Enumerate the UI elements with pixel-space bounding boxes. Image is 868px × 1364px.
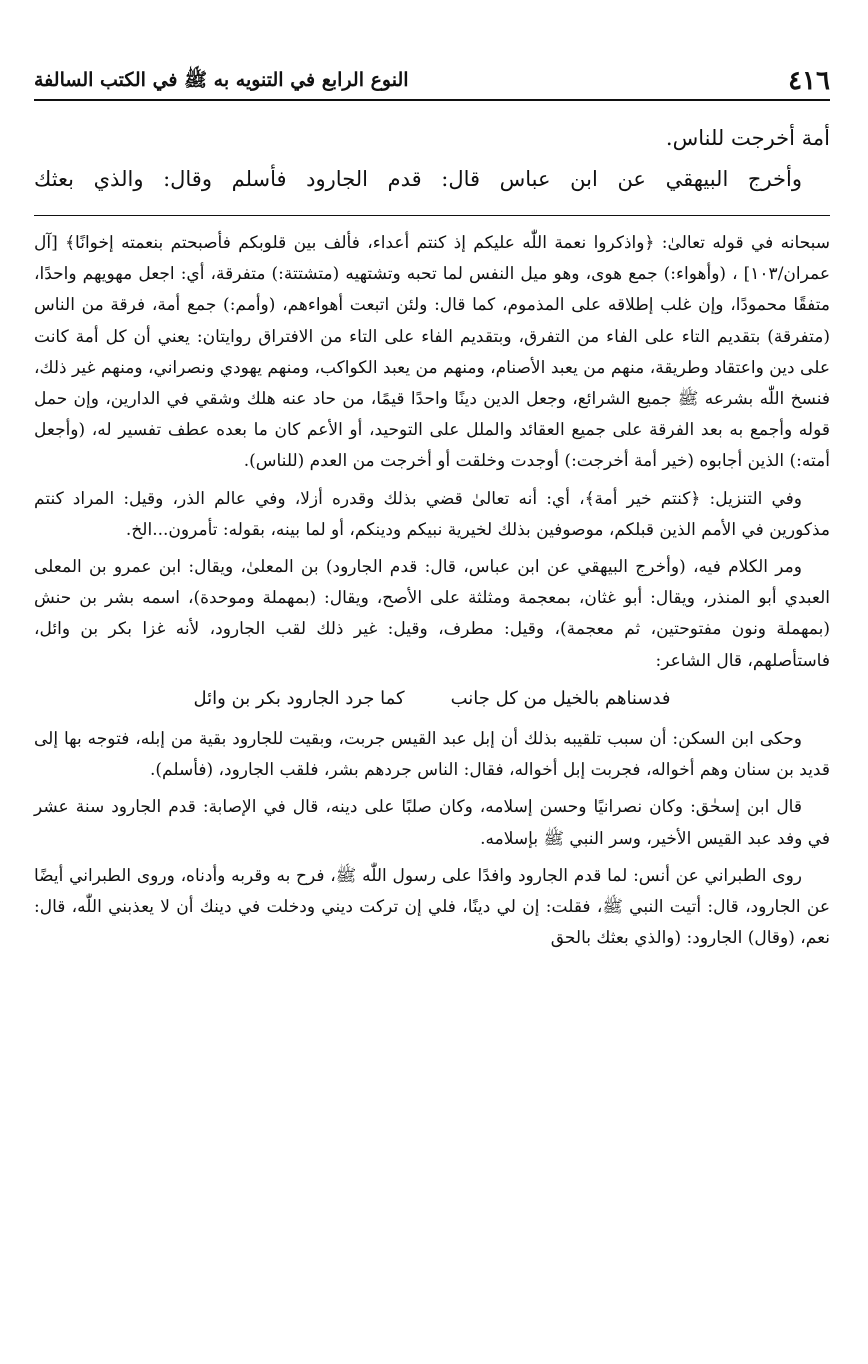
verse-hemistich-2: كما جرد الجارود بكر بن وائل bbox=[193, 687, 405, 709]
main-text-line-2: وأخرج البيهقي عن ابن عباس قال: قدم الجارود فأسلم وقال: والذي بعثك bbox=[34, 167, 802, 191]
commentary-paragraph-4: وحكى ابن السكن: أن سبب تلقيبه بذلك أن إبل عبد القيس جربت، وبقيت للجارود بقية من إبله، فتوجه بها إلى قديد بن سنان وهم أخواله، فجربت إبل أخواله، فقال: الناس جردهم بشر، فلقب الجارود، (فأسلم). bbox=[34, 729, 830, 781]
header-rule bbox=[34, 99, 830, 101]
commentary-text bbox=[34, 228, 830, 960]
poetry-verse bbox=[34, 683, 830, 714]
commentary-paragraph-6: روى الطبراني عن أنس: لما قدم الجارود وافدًا على رسول اللّٰه ﷺ، فرح به وقربه وأدناه، وروى الطبراني أيضًا عن الجارود، قال: أتيت النبي ﷺ، فقلت: إن لي دينًا، فلي إن تركت ديني ودخلت في دينك أن لا يعذبني اللّٰه، قال: نعم، (وقال) الجارود: (والذي بعثك بالحق bbox=[34, 865, 830, 949]
running-title: النوع الرابع في التنويه به ﷺ في الكتب السالفة bbox=[34, 69, 409, 91]
main-text-line-1: أمة أخرجت للناس. bbox=[665, 126, 830, 150]
footnote-separator bbox=[34, 215, 830, 216]
commentary-paragraph-3: ومر الكلام فيه، (وأخرج البيهقي عن ابن عباس، قال: قدم الجارود) بن المعلىٰ، ويقال: ابن عمرو بن المعلى العبدي أبو المنذر، ويقال: أبو غثان، بمعجمة ومثلثة على الأصح، ويقال: (بمهملة وموحدة)، اسمه بشر بن حنش (بمهملة ونون مفتوحتين، ثم معجمة)، وقيل: مطرف، وقيل: غير ذلك لقب الجارود، لأنه غزا بكر بن وائل، فاستأصلهم، قال الشاعر: bbox=[34, 557, 830, 671]
commentary-paragraph-2: وفي التنزيل: ﴿كنتم خير أمة﴾، أي: أنه تعالىٰ قضي بذلك وقدره أزلا، وفي عالم الذر، وقيل: المراد كنتم مذكورين في الأمم الذين قبلكم، موصوفين بذلك لخيرية نبيكم ودينكم، أو لما بينه، بقوله: تأمرون...الخ. bbox=[34, 488, 830, 540]
commentary-paragraph-1: سبحانه في قوله تعالىٰ: ﴿واذكروا نعمة اللّٰه عليكم إذ كنتم أعداء، فألف بين قلوبكم فأصبحتم بنعمته إخوانًا﴾ [آل عمران/١٠٣] ، (وأهواء:) جمع هوى، وهو ميل النفس لما تحبه وتشتهيه (متشتتة:) متفرقة، أي: اجعل مهويهم واحدًا، متفقًا محمودًا، وإن غلب إطلاقه على المذموم، كما قال: ولئن اتبعت أهواءهم، (وأمم:) جمع أمة، فرقة من الناس (متفرقة) بتقديم التاء على الفاء من التفرق، وبتقديم الفاء على التاء من الافتراق روايتان: يعني أن كل أمة كانت على دين واعتقاد وطريقة، منهم من يعبد الأصنام، ومنهم من يعبد الكواكب، ومنهم يهودي ونصراني، ومنهم غير ذلك، فنسخ اللّٰه بشرعه ﷺ جميع الشرائع، وجعل الدين دينًا واحدًا قيمًا، من حاد عنه هلك وشقي في الدارين، وإن حمل قوله وأجمع به بعد الفرقة على جميع العقائد والملل على التوحيد، أو الأعم كان ما بعده عطف تفسير له، (وأجعل أمته:) الذين أجابوه (خير أمة أخرجت:) أوجدت وخلقت أو أخرجت من العدم (للناس). bbox=[34, 233, 830, 472]
main-text bbox=[34, 118, 830, 200]
verse-hemistich-1: فدسناهم بالخيل من كل جانب bbox=[450, 687, 671, 709]
commentary-paragraph-5: قال ابن إسحٰق: وكان نصرانيًا وحسن إسلامه، وكان صلبًا على دينه، قال في الإصابة: قدم الجارود سنة عشر في وفد عبد القيس الأخير، وسر النبي ﷺ بإسلامه. bbox=[34, 797, 830, 849]
page-header bbox=[34, 56, 830, 96]
page-number: ٤١٦ bbox=[788, 66, 830, 96]
